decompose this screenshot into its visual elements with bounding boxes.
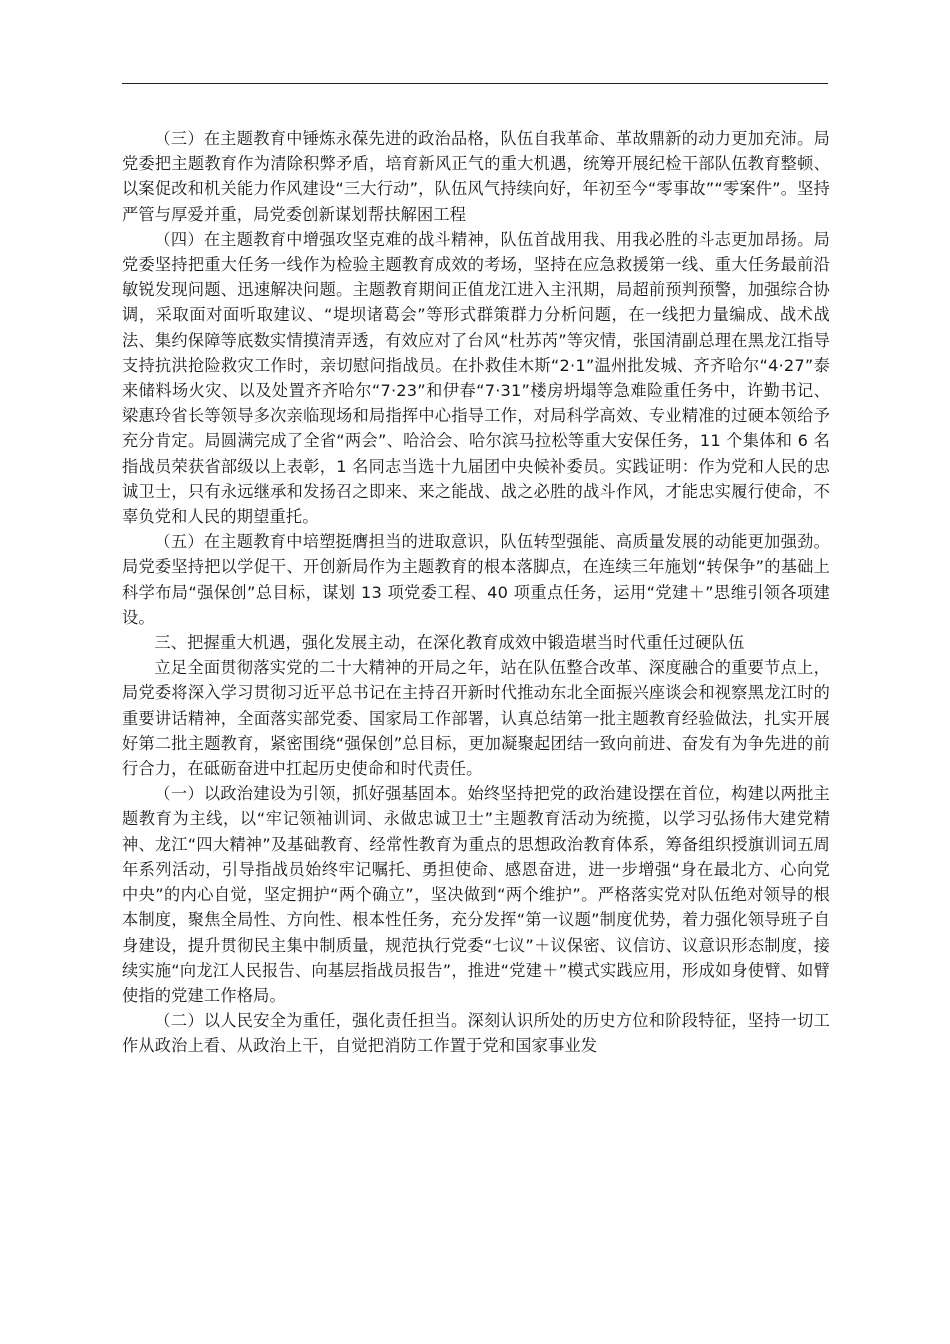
- section-heading-three: 三、把握重大机遇，强化发展主动，在深化教育成效中锻造堪当时代重任过硬队伍: [154, 633, 745, 653]
- document-body: [122, 126, 830, 1059]
- paragraph-section-3: （三）在主题教育中锤炼永葆先进的政治品格，队伍自我革命、革故鼎新的动力更加充沛。局党委把主题教育作为清除积弊矛盾，培育新风正气的重大机遇，统筹开展纪检干部队伍教育整顿、以案促改和机关能力作风建设“三大行动”，队伍风气持续向好，年初至今“零事故”“零案件”。坚持严管与厚爱并重，局党委创新谋划帮扶解困工程: [122, 129, 830, 224]
- paragraph-item-2: （二）以人民安全为重任，强化责任担当。深刻认识所处的历史方位和阶段特征，坚持一切工作从政治上看、从政治上干，自觉把消防工作置于党和国家事业发: [122, 1011, 830, 1056]
- paragraph-section-5: （五）在主题教育中培塑挺膺担当的进取意识，队伍转型强能、高质量发展的动能更加强劲。局党委坚持把以学促干、开创新局作为主题教育的根本落脚点，在连续三年施划“转保争”的基础上科学布局“强保创”总目标，谋划 13 项党委工程、40 项重点任务，运用“党建＋”思维引领各项建设。: [122, 532, 830, 627]
- paragraph-section-4: （四）在主题教育中增强攻坚克难的战斗精神，队伍首战用我、用我必胜的斗志更加昂扬。局党委坚持把重大任务一线作为检验主题教育成效的考场，坚持在应急救援第一线、重大任务最前沿敏锐发现问题、迅速解决问题。主题教育期间正值龙江进入主汛期，局超前预判预警，加强综合协调，采取面对面听取建议、“堤坝诸葛会”等形式群策群力分析问题，在一线把力量编成、战术战法、集约保障等底数实情摸清弄透，有效应对了台风“杜苏芮”等灾情，张国清副总理在黑龙江指导支持抗洪抢险救灾工作时，亲切慰问指战员。在扑救佳木斯“2·1”温州批发城、齐齐哈尔“4·27”泰来储料场火灾、以及处置齐齐哈尔“7·23”和伊春“7·31”楼房坍塌等急难险重任务中，许勤书记、梁惠玲省长等领导多次亲临现场和局指挥中心指导工作，对局科学高效、专业精准的过硬本领给予充分肯定。局圆满完成了全省“两会”、哈洽会、哈尔滨马拉松等重大安保任务，11 个集体和 6 名指战员荣获省部级以上表彰，1 名同志当选十九届团中央候补委员。实践证明：作为党和人民的忠诚卫士，只有永远继承和发扬召之即来、来之能战、战之必胜的战斗作风，才能忠实履行使命，不辜负党和人民的期望重托。: [122, 229, 830, 527]
- paragraph-item-1: （一）以政治建设为引领，抓好强基固本。始终坚持把党的政治建设摆在首位，构建以两批主题教育为主线，以“牢记领袖训词、永做忠诚卫士”主题教育活动为统揽，以学习弘扬伟大建党精神、龙江“四大精神”及基础教育、经常性教育为重点的思想政治教育体系，筹备组织授旗训词五周年系列活动，引导指战员始终牢记嘱托、勇担使命、感恩奋进，进一步增强“身在最北方、心向党中央”的内心自觉，坚定拥护“两个确立”，坚决做到“两个维护”。严格落实党对队伍绝对领导的根本制度，聚焦全局性、方向性、根本性任务，充分发挥“第一议题”制度优势，着力强化领导班子自身建设，提升贯彻民主集中制质量，规范执行党委“七议”＋议保密、议信访、议意识形态制度，接续实施“向龙江人民报告、向基层指战员报告”，推进“党建＋”模式实践应用，形成如身使臂、如臂使指的党建工作格局。: [122, 784, 830, 1005]
- header-rule: [122, 83, 828, 84]
- paragraph-intro-three: 立足全面贯彻落实党的二十大精神的开局之年，站在队伍整合改革、深度融合的重要节点上，局党委将深入学习贯彻习近平总书记在主持召开新时代推动东北全面振兴座谈会和视察黑龙江时的重要讲话精神，全面落实部党委、国家局工作部署，认真总结第一批主题教育经验做法，扎实开展好第二批主题教育，紧密围绕“强保创”总目标，更加凝聚起团结一致向前进、奋发有为争先进的前行合力，在砥砺奋进中扛起历史使命和时代责任。: [122, 658, 830, 779]
